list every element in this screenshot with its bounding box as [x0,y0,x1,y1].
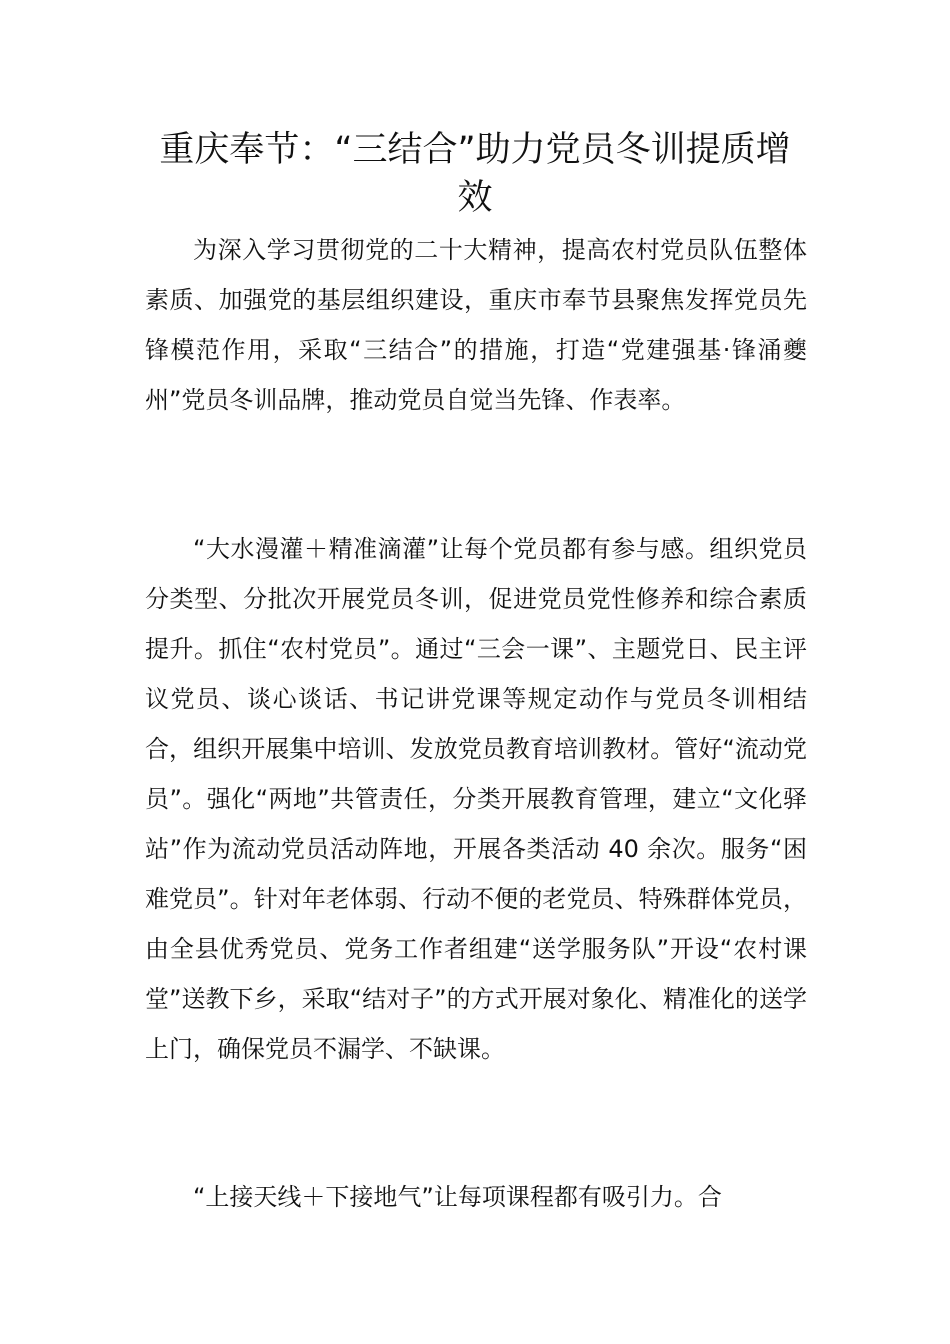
paragraph-section-2: “上接天线＋下接地气”让每项课程都有吸引力。合 [193,1183,722,1211]
paragraph-intro: 为深入学习贯彻党的二十大精神，提高农村党员队伍整体素质、加强党的基层组织建设，重庆市奉节县聚焦发挥党员先锋模范作用，采取“三结合”的措施，打造“党建强基·锋涌夔州”党员冬训品牌，推动党员自觉当先锋、作表率。 [145,236,807,414]
paragraph-section-1: “大水漫灌＋精准滴灌”让每个党员都有参与感。组织党员分类型、分批次开展党员冬训，促进党员党性修养和综合素质提升。抓住“农村党员”。通过“三会一课”、主题党日、民主评议党员、谈心谈话、书记讲党课等规定动作与党员冬训相结合，组织开展集中培训、发放党员教育培训教材。管好“流动党员”。强化“两地”共管责任，分类开展教育管理，建立“文化驿站”作为流动党员活动阵地，开展各类活动 40 余次。服务“困难党员”。针对年老体弱、行动不便的老党员、特殊群体党员，由全县优秀党员、党务工作者组建“送学服务队”开设“农村课堂”送教下乡，采取“结对子”的方式开展对象化、精准化的送学上门，确保党员不漏学、不缺课。 [145,535,807,1063]
document-title: 重庆奉节：“三结合”助力党员冬训提质增效 [159,130,791,218]
